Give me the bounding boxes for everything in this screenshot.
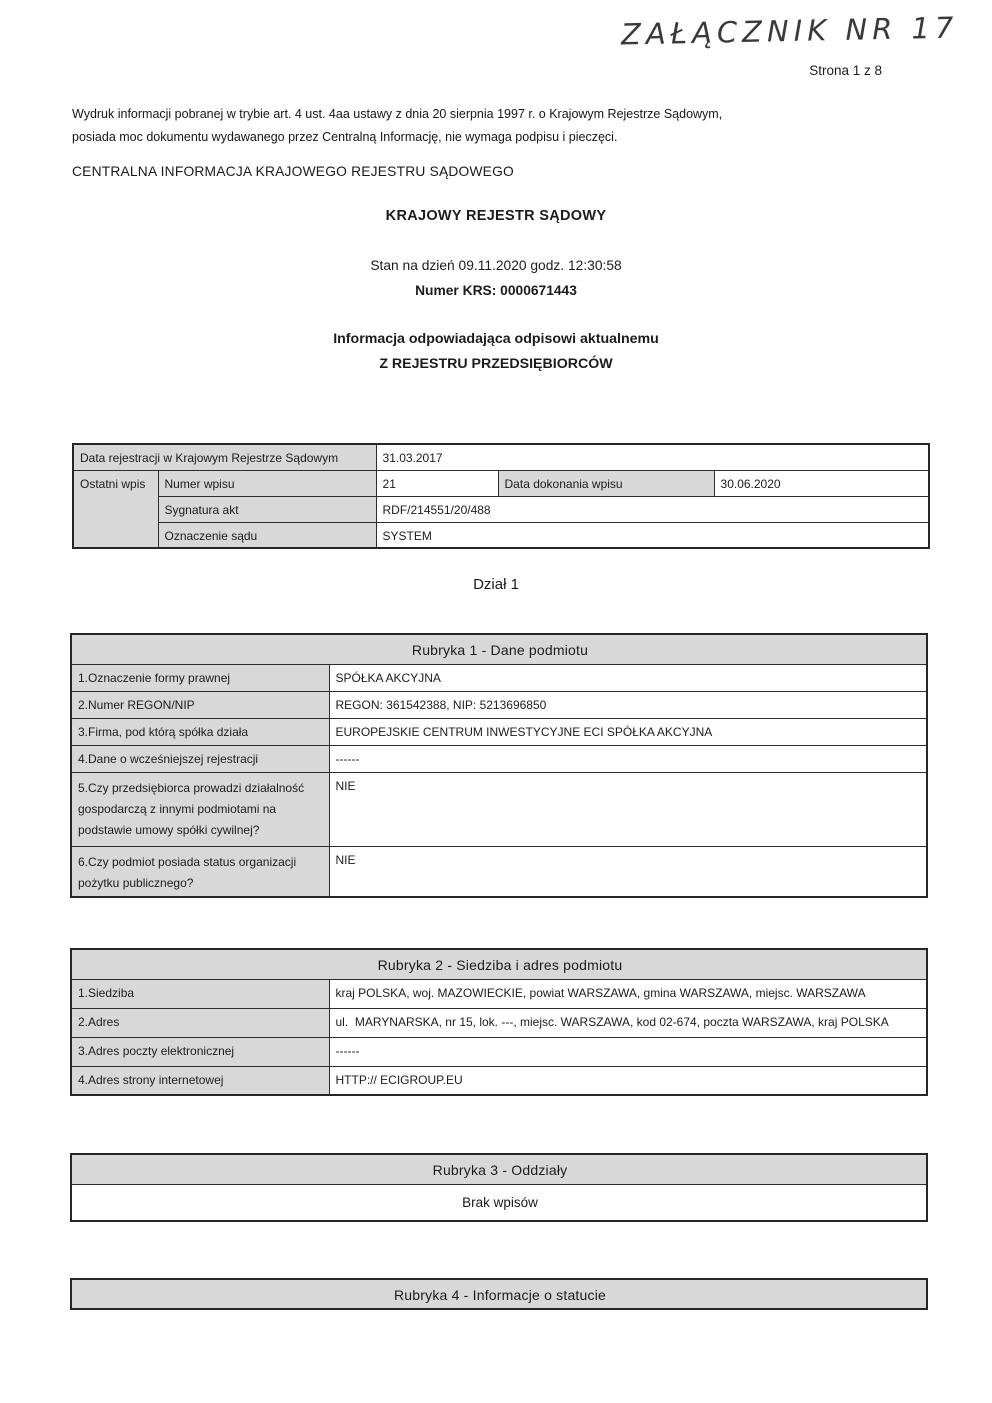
subtitle-line-1: Informacja odpowiadająca odpisowi aktualnemu [333,331,659,347]
address-value: ul. MARYNARSKA, nr 15, lok. ---, miejsc. WARSZAWA, kod 02-674, poczta WARSZAWA, kraj POLSKA [329,1008,927,1037]
rubryka-1-title: Rubryka 1 - Dane podmiotu [71,634,927,664]
court-designation-value: SYSTEM [376,522,929,548]
prior-registration-value: ------ [329,745,927,772]
entry-number-value: 21 [376,470,498,496]
table-row [73,522,929,548]
rubryka-3-table [70,1153,928,1222]
table-row [71,979,927,1008]
public-benefit-label: 6.Czy podmiot posiada status organizacji pożytku publicznego? [71,846,329,897]
table-row [71,1008,927,1037]
subtitle-line-2: Z REJESTRU PRZEDSIĘBIORCÓW [379,356,613,372]
table-row [71,772,927,846]
civil-partnership-label: 5.Czy przedsiębiorca prowadzi działalność gospodarczą z innymi podmiotami na podstawie umowy spółki cywilnej? [71,772,329,846]
table-row [71,1184,927,1221]
case-signature-label: Sygnatura akt [158,496,376,522]
entry-number-label: Numer wpisu [158,470,376,496]
seat-label: 1.Siedziba [71,979,329,1008]
no-entries-note: Brak wpisów [71,1184,927,1221]
rubryka-4-table [70,1278,928,1310]
table-row [71,664,927,691]
legal-form-label: 1.Oznaczenie formy prawnej [71,664,329,691]
issuing-authority-line: CENTRALNA INFORMACJA KRAJOWEGO REJESTRU SĄDOWEGO [72,164,514,179]
table-header-row [71,1154,927,1184]
table-header-row [71,1279,927,1309]
table-row [73,444,929,470]
table-row [73,496,929,522]
table-row [73,470,929,496]
seat-value: kraj POLSKA, woj. MAZOWIECKIE, powiat WARSZAWA, gmina WARSZAWA, miejsc. WARSZAWA [329,979,927,1008]
rubryka-2-title: Rubryka 2 - Siedziba i adres podmiotu [71,949,927,979]
krs-number-line: Numer KRS: 0000671443 [415,283,577,298]
register-title: KRAJOWY REJESTR SĄDOWY [385,208,607,224]
website-value: HTTP:// ECIGROUP.EU [329,1066,927,1095]
entry-date-value: 30.06.2020 [714,470,929,496]
email-label: 3.Adres poczty elektronicznej [71,1037,329,1066]
table-row [71,745,927,772]
legal-intro-paragraph: Wydruk informacji pobranej w trybie art. 4 ust. 4aa ustawy z dnia 20 sierpnia 1997 r. o Krajowym Rejestrze Sądowym, posiada moc dokumentu wydawanego przez Centralną Informację, nie wymaga podpisu i pieczęci. [72,107,723,144]
table-row [71,691,927,718]
company-name-value: EUROPEJSKIE CENTRUM INWESTYCYJNE ECI SPÓŁKA AKCYJNA [329,718,927,745]
website-label: 4.Adres strony internetowej [71,1066,329,1095]
address-label: 2.Adres [71,1008,329,1037]
company-name-label: 3.Firma, pod którą spółka działa [71,718,329,745]
regon-nip-label: 2.Numer REGON/NIP [71,691,329,718]
table-header-row [71,634,927,664]
page-number: Strona 1 z 8 [809,63,882,78]
regon-nip-value: REGON: 361542388, NIP: 5213696850 [329,691,927,718]
entry-date-label: Data dokonania wpisu [498,470,714,496]
rubryka-2-table [70,948,928,1096]
civil-partnership-value: NIE [329,772,927,846]
registration-table [72,443,930,549]
case-signature-value: RDF/214551/20/488 [376,496,929,522]
legal-form-value: SPÓŁKA AKCYJNA [329,664,927,691]
handwritten-attachment-annotation: ZAŁĄCZNIK NR 17 [620,10,959,52]
email-value: ------ [329,1037,927,1066]
table-header-row [71,949,927,979]
rubryka-3-title: Rubryka 3 - Oddziały [71,1154,927,1184]
last-entry-group-label: Ostatni wpis [73,470,158,548]
section-title-dzial-1: Dział 1 [473,576,519,593]
court-designation-label: Oznaczenie sądu [158,522,376,548]
registration-date-value: 31.03.2017 [376,444,929,470]
public-benefit-value: NIE [329,846,927,897]
table-row [71,1037,927,1066]
table-row [71,718,927,745]
table-row [71,1066,927,1095]
table-row [71,846,927,897]
status-date-line: Stan na dzień 09.11.2020 godz. 12:30:58 [370,258,622,273]
rubryka-1-table [70,633,928,898]
registration-date-label: Data rejestracji w Krajowym Rejestrze Sądowym [73,444,376,470]
prior-registration-label: 4.Dane o wcześniejszej rejestracji [71,745,329,772]
rubryka-4-title: Rubryka 4 - Informacje o statucie [71,1279,927,1309]
